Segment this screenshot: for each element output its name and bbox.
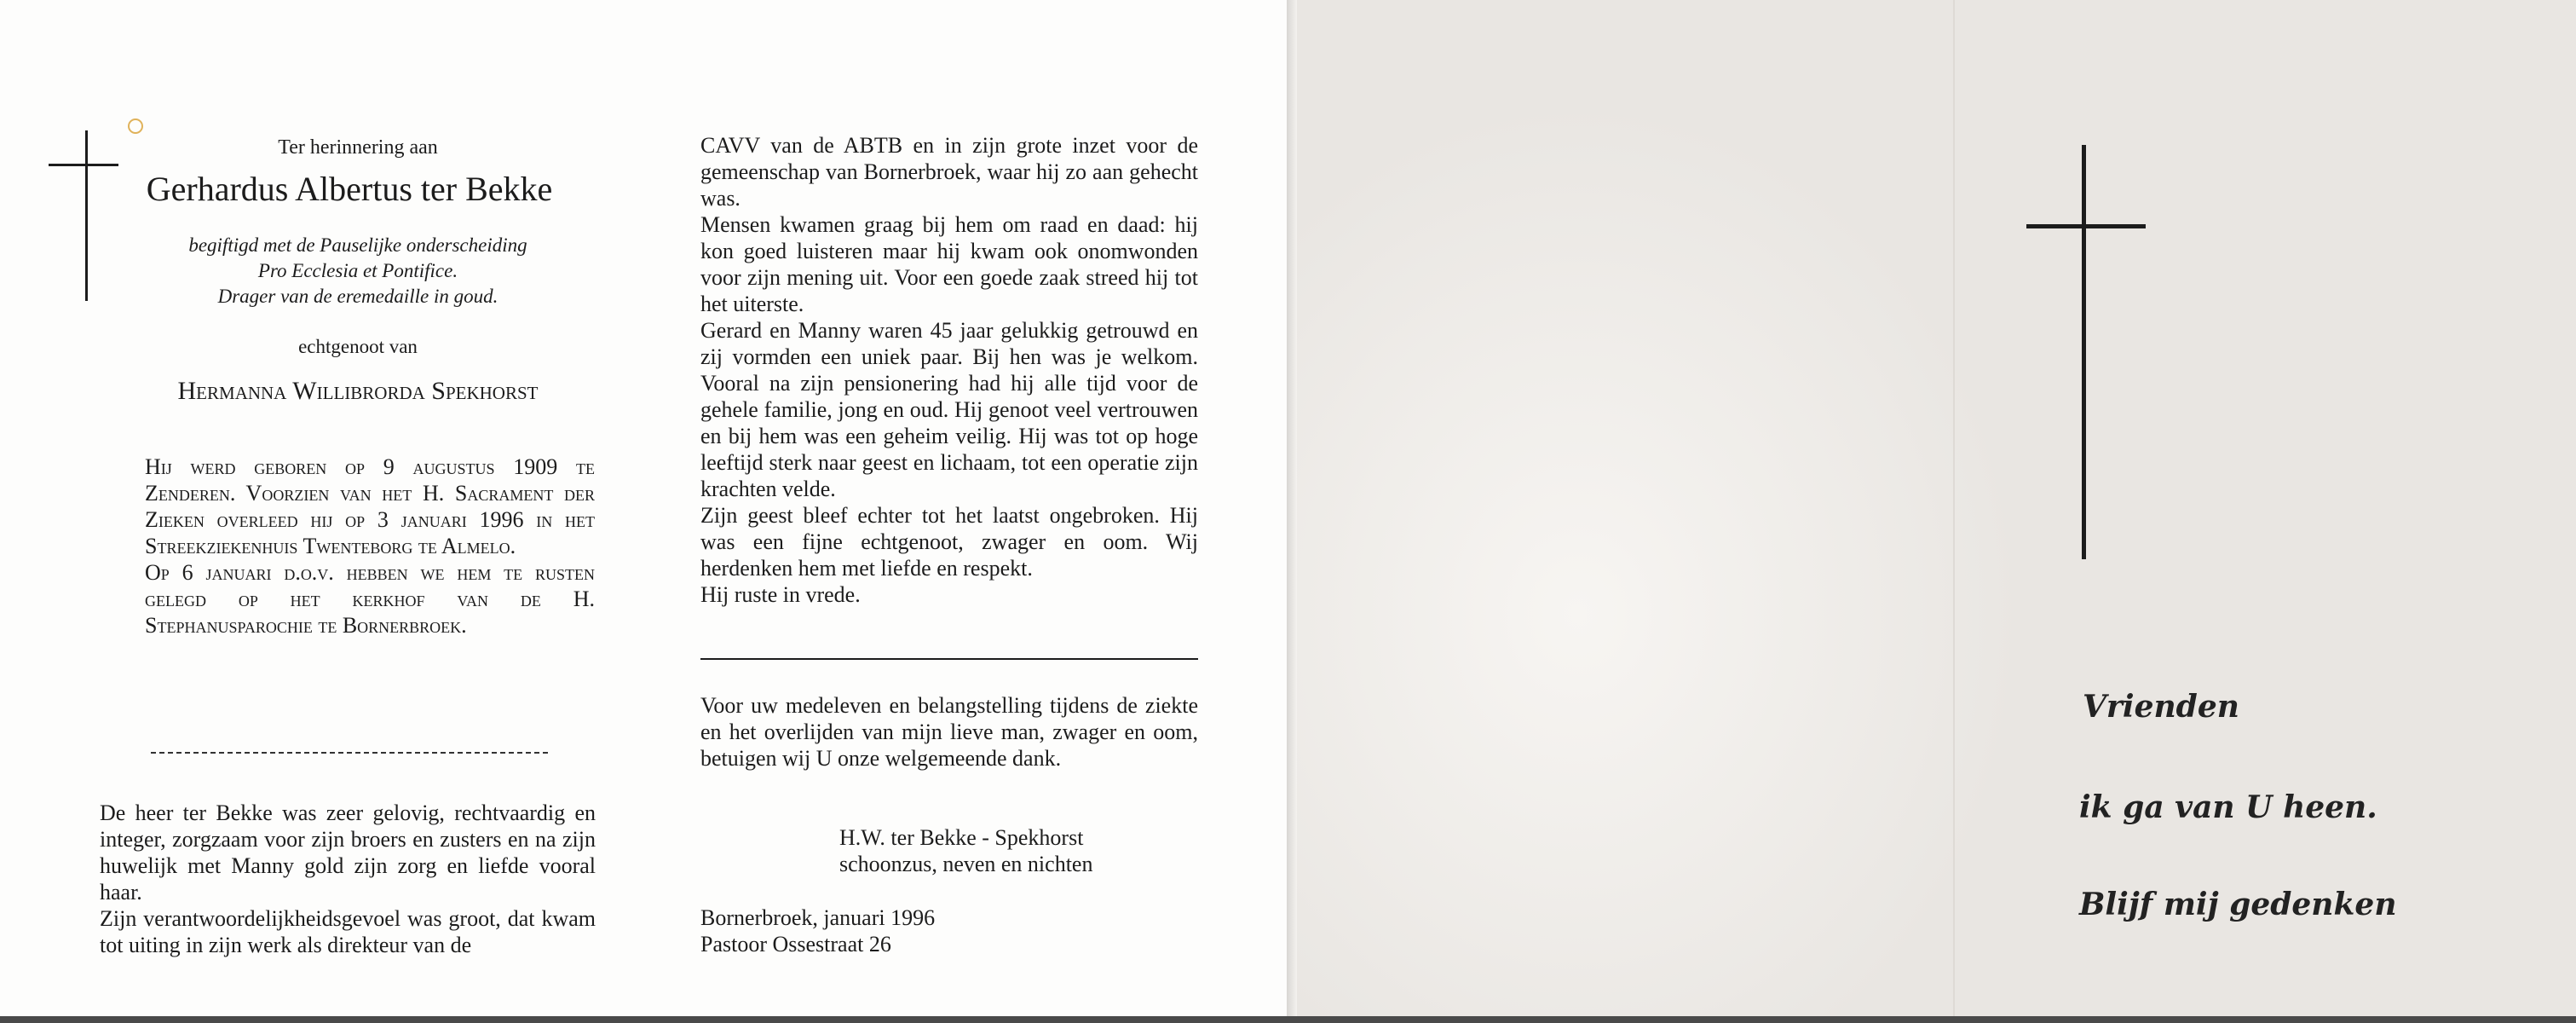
card-fold-shadow	[1287, 0, 1297, 1023]
birth-death-text: Hij werd geboren op 9 augustus 1909 te Zenderen. Voorzien van het H. Sacrament der Zieken overleed hij op 3 januari 1996 in het Streekziekenhuis Twenteborg te Almelo.	[145, 454, 595, 558]
deceased-name: Gerhardus Albertus ter Bekke	[146, 170, 553, 208]
place-date: Bornerbroek, januari 1996	[700, 905, 936, 930]
honour-line-3: Drager van de eremedaille in goud.	[217, 286, 498, 307]
header-text: Ter herinnering aan	[278, 136, 438, 159]
inner-card	[0, 0, 1287, 1023]
tribute-left-paragraph: Zijn verantwoordelijkheidsgevoel was groot, dat kwam tot uiting in zijn werk als direkteur van de	[100, 906, 596, 957]
burial-text: Op 6 januari d.o.v. hebben we hem te rusten gelegd op het kerkhof van de H. Stephanusparochie te Bornerbroek.	[145, 560, 595, 638]
dashed-divider	[151, 752, 548, 754]
thanks-paragraph	[700, 692, 1198, 772]
circle-mark-icon	[128, 118, 143, 134]
honour-line-2: Pro Ecclesia et Pontifice.	[257, 260, 458, 281]
tribute-right-paragraph: Zijn geest bleef echter tot het laatst ongebroken. Hij was een fijne echtgenoot, zwager en oom. Wij herdenken hem met liefde en respekt.	[700, 503, 1198, 581]
cross-icon-vertical	[85, 130, 88, 301]
cross-icon-vertical	[2082, 145, 2086, 559]
spouse-intro: echtgenoot van	[298, 336, 418, 357]
scan-bottom-edge	[0, 1016, 2576, 1023]
outer-fold-line	[1953, 0, 1955, 1023]
verse-line-1: Vrienden	[2083, 689, 2239, 725]
address: Pastoor Ossestraat 26	[700, 932, 891, 957]
tribute-right-paragraph: Mensen kwamen graag bij hem om raad en daad: hij kon goed luisteren maar hij kwam ook onomwonden voor zijn mening uit. Voor een goede zaak streed hij tot het uiterste.	[700, 212, 1198, 316]
spouse-name: Hermanna Willibrorda Spekhorst	[177, 377, 539, 405]
tribute-right-column	[700, 132, 1198, 608]
signature-line-2: schoonzus, neven en nichten	[839, 852, 1093, 876]
tribute-right-paragraph: CAVV van de ABTB en in zijn grote inzet voor de gemeenschap van Bornerbroek, waar hij zo aan gehecht was.	[700, 133, 1198, 211]
outer-card	[1297, 0, 2576, 1023]
tribute-right-paragraph: Hij ruste in vrede.	[700, 582, 861, 607]
tribute-left-column	[100, 800, 596, 958]
birth-death-paragraph	[145, 454, 595, 639]
verse-line-2: ik ga van U heen.	[2079, 789, 2377, 825]
verse-line-3: Blijf mij gedenken	[2079, 887, 2397, 922]
signature-line-1: H.W. ter Bekke - Spekhorst	[839, 825, 1084, 850]
tribute-left-paragraph: De heer ter Bekke was zeer gelovig, rechtvaardig en integer, zorgzaam voor zijn broers en zusters en na zijn huwelijk met Manny gold zijn zorg en liefde vooral haar.	[100, 800, 596, 905]
tribute-right-paragraph: Gerard en Manny waren 45 jaar gelukkig getrouwd en zij vormden een uniek paar. Bij hen was je welkom. Vooral na zijn pensionering had hij alle tijd voor de gehele familie, jong en oud. Hij genoot veel vertrouwen en bij hem was een geheim veilig. Hij was tot op hoge leeftijd sterk naar geest en lichaam, tot een operatie zijn krachten velde.	[700, 318, 1198, 501]
cross-icon-horizontal	[2026, 224, 2146, 228]
solid-divider	[700, 658, 1198, 660]
cross-icon-horizontal	[49, 164, 118, 166]
thanks-text: Voor uw medeleven en belangstelling tijdens de ziekte en het overlijden van mijn lieve man, zwager en oom, betuigen wij U onze welgemeende dank.	[700, 693, 1198, 771]
honour-line-1: begiftigd met de Pauselijke onderscheiding	[188, 234, 527, 256]
